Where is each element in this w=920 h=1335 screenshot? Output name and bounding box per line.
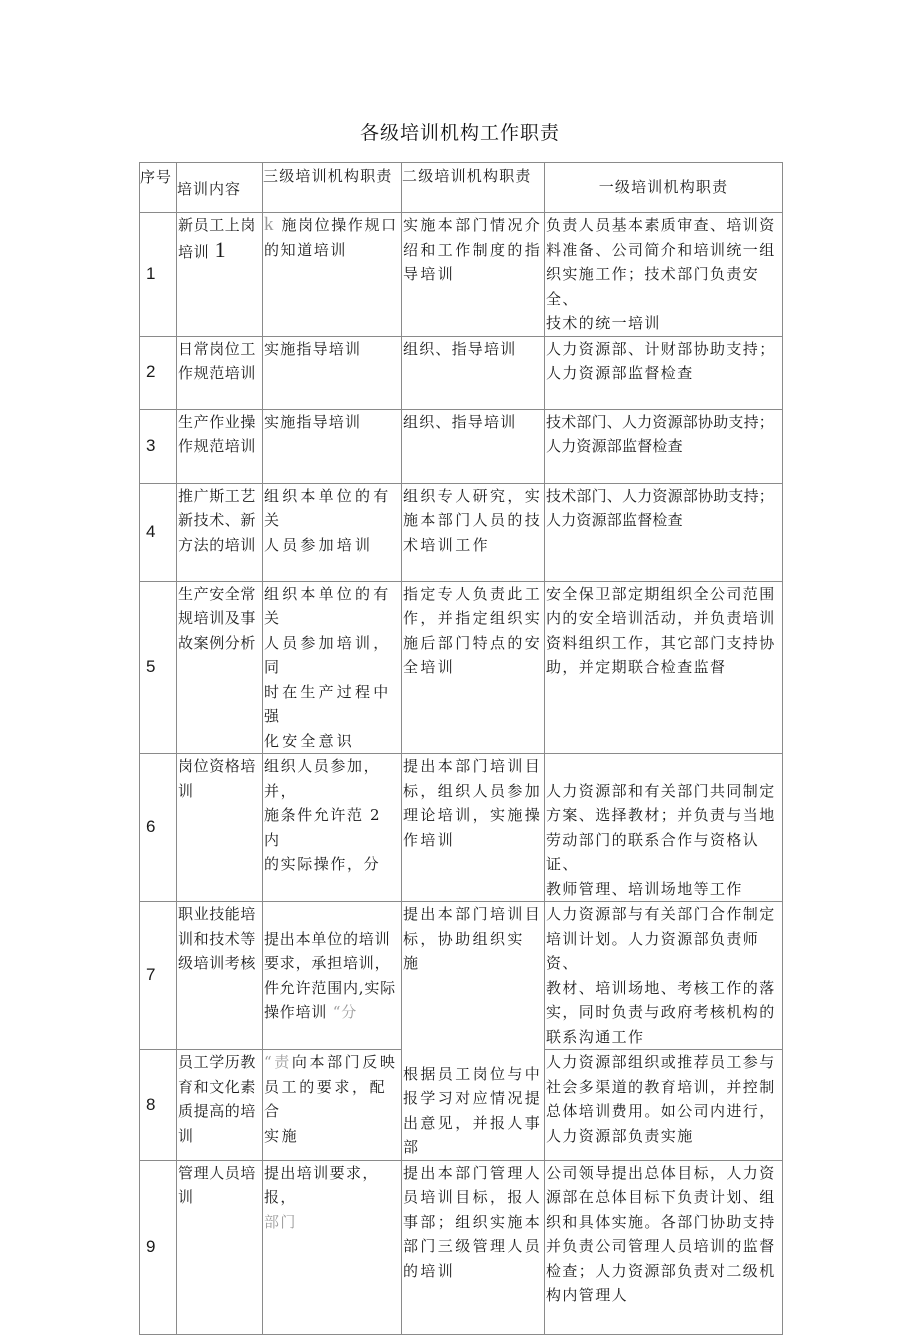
cell-level2 bbox=[402, 1160, 545, 1334]
level2-text: 组织专人研究，实 施本部门人员的技 术培训工作 bbox=[403, 486, 543, 554]
cell-level3 bbox=[263, 1160, 402, 1334]
cell-level2 bbox=[402, 336, 545, 409]
cell-level2 bbox=[402, 483, 545, 581]
cell-level1 bbox=[545, 581, 783, 754]
level3-text: 组织本单位的有关 人员参加培训，同 时在生产过程中强 化安全意识 bbox=[264, 584, 392, 750]
level1-text: 人力资源部、计财部协助支持； 人力资源部监督检查 bbox=[546, 339, 776, 382]
cell-level2 bbox=[402, 581, 545, 754]
table-header-row bbox=[140, 163, 783, 213]
cell-level1 bbox=[545, 902, 783, 1050]
content-text: 新员工上岗 培训 bbox=[178, 216, 257, 261]
row-number: 7 bbox=[140, 902, 177, 1050]
level3-text: 组织本单位的有关 人员参加培训 bbox=[264, 486, 392, 554]
cell-level3 bbox=[263, 483, 402, 581]
cell-level1 bbox=[545, 336, 783, 409]
table-row bbox=[140, 1160, 783, 1334]
table-row bbox=[140, 902, 783, 1050]
level1-text: 人力资源部与有关部门合作制定 培训计划。人力资源部负责师资、 教材、培训场地、考核工作的落 实，同时负责与政府考核机构的 联系沟通工作 bbox=[546, 905, 776, 1046]
cell-level1 bbox=[545, 483, 783, 581]
table-row bbox=[140, 581, 783, 754]
cell-level3 bbox=[263, 336, 402, 409]
header-level1 bbox=[545, 163, 783, 213]
level1-text: 公司领导提出总体目标，人力资 源部在总体目标下负责计划、组 织和具体实施。各部门协助支持 并负责公司管理人员培训的监督 检查；人力资源部负责对二级机 构内管理人 bbox=[546, 1163, 776, 1304]
level3-text: 实施指导培训 bbox=[264, 412, 362, 431]
cell-content bbox=[177, 1050, 263, 1161]
header-level1-label: 一级培训机构职责 bbox=[598, 178, 729, 196]
header-content-label: 培训内容 bbox=[177, 180, 242, 198]
row-number: 8 bbox=[140, 1050, 177, 1161]
level1-text: 技术部门、人力资源部协助支持； 人力资源部监督检查 bbox=[546, 412, 775, 455]
cell-content bbox=[177, 1160, 263, 1334]
cell-level2 bbox=[402, 409, 545, 483]
responsibility-table bbox=[139, 162, 783, 1335]
level3-text: 向本部门反映 员工的要求，配合 实施 bbox=[264, 1053, 398, 1145]
level3-faded-tail: “分 bbox=[332, 1003, 358, 1021]
cell-level2 bbox=[402, 213, 545, 337]
cell-level2 bbox=[402, 754, 545, 902]
table-row bbox=[140, 754, 783, 902]
cell-level2 bbox=[402, 1050, 545, 1161]
cell-content bbox=[177, 336, 263, 409]
cell-level1 bbox=[545, 1160, 783, 1334]
level1-text: 技术部门、人力资源部协助支持； 人力资源部监督检查 bbox=[546, 486, 775, 529]
cell-content bbox=[177, 902, 263, 1050]
level2-text: 根据员工岗位与中 报学习对应情况提 出意见，并报人事 部 bbox=[403, 1064, 543, 1156]
level2-text: 组织、指导培训 bbox=[403, 339, 517, 358]
level1-text: 安全保卫部定期组织全公司范围 内的安全培训活动，并负责培训 资料组织工作，其它部门支持协 助，并定期联合检查监督 bbox=[546, 584, 776, 676]
level3-faded-mark: k bbox=[264, 214, 276, 235]
row-number: 9 bbox=[140, 1160, 177, 1334]
row-number: 1 bbox=[140, 213, 177, 337]
level2-text: 提出本部门培训目 标，协助组织实 施 bbox=[403, 905, 543, 972]
cell-level3 bbox=[263, 581, 402, 754]
level2-text: 提出本部门管理人 员培训目标，报人 事部；组织实施本 部门三级管理人员 的培训 bbox=[403, 1163, 543, 1280]
table-row bbox=[140, 1050, 783, 1161]
level3-text: 提出本单位的培训 要求，承担培训， 件允许范围内,实际 操作培训 bbox=[264, 929, 396, 1021]
cell-level3 bbox=[263, 1050, 402, 1161]
level3-faded-mark: “责 bbox=[264, 1053, 292, 1071]
row-number: 5 bbox=[140, 581, 177, 754]
cell-level3 bbox=[263, 754, 402, 902]
cell-level3 bbox=[263, 409, 402, 483]
header-content bbox=[177, 163, 263, 213]
cell-level3 bbox=[263, 213, 402, 337]
level3-text: 施岗位操作规口 的知道培训 bbox=[264, 216, 398, 259]
cell-content bbox=[177, 213, 263, 337]
table-row bbox=[140, 409, 783, 483]
content-text: 岗位资格培 训 bbox=[178, 757, 257, 800]
level1-text: 负责人员基本素质审查、培训资 料准备、公司简介和培训统一组 织实施工作；技术部门负责安全、 技术的统一培训 bbox=[546, 216, 776, 332]
table-row bbox=[140, 483, 783, 581]
content-mark: 1 bbox=[214, 236, 227, 262]
level3-text: 实施指导培训 bbox=[264, 339, 362, 358]
row-number: 3 bbox=[140, 409, 177, 483]
cell-level1 bbox=[545, 213, 783, 337]
level3-faded-tail: 部门 bbox=[264, 1212, 297, 1231]
level3-text: 提出培训要求，报， bbox=[264, 1163, 379, 1206]
level2-text: 指定专人负责此工 作，并指定组织实 施后部门特点的安 全培训 bbox=[403, 584, 543, 676]
content-text: 生产安全常 规培训及事 故案例分析 bbox=[178, 584, 257, 652]
header-no-label: 序号 bbox=[140, 168, 173, 186]
level2-text: 实施本部门情况介 绍和工作制度的指 导培训 bbox=[403, 216, 543, 283]
row-number: 4 bbox=[140, 483, 177, 581]
cell-level3 bbox=[263, 902, 402, 1050]
level3-text: 组织人员参加，并， 施条件允许范 2 内 的实际操作，分 bbox=[264, 757, 382, 873]
cell-content bbox=[177, 409, 263, 483]
document-title: 各级培训机构工作职责 bbox=[359, 122, 560, 144]
content-text: 生产作业操 作规范培训 bbox=[178, 412, 257, 455]
cell-level1 bbox=[545, 409, 783, 483]
content-text: 日常岗位工 作规范培训 bbox=[178, 339, 257, 382]
row-number: 6 bbox=[140, 754, 177, 902]
header-no bbox=[140, 163, 177, 213]
level1-text: 人力资源部组织或推荐员工参与 社会多渠道的教育培训，并控制 总体培训费用。如公司内进行， 人力资源部负责实施 bbox=[546, 1053, 776, 1145]
cell-content bbox=[177, 754, 263, 902]
header-level3 bbox=[263, 163, 402, 213]
cell-content bbox=[177, 483, 263, 581]
content-text: 推广斯工艺 新技术、新 方法的培训 bbox=[178, 486, 257, 554]
level1-text: 人力资源部和有关部门共同制定 方案、选择教材；并负责与当地 劳动部门的联系合作与资格认证、 教师管理、培训场地等工作 bbox=[546, 781, 776, 898]
level2-text: 组织、指导培训 bbox=[403, 412, 517, 431]
header-level3-label: 三级培训机构职责 bbox=[263, 167, 393, 185]
cell-level1 bbox=[545, 754, 783, 902]
header-level2 bbox=[402, 163, 545, 213]
content-text: 管理人员培 训 bbox=[178, 1163, 257, 1206]
header-level2-label: 二级培训机构职责 bbox=[402, 167, 532, 185]
content-text: 员工学历教 育和文化素 质提高的培 训 bbox=[178, 1053, 257, 1145]
cell-level1 bbox=[545, 1050, 783, 1161]
level2-text: 提出本部门培训目 标，组织人员参加 理论培训，实施操 作培训 bbox=[403, 757, 543, 849]
table-row bbox=[140, 213, 783, 337]
cell-level2 bbox=[402, 902, 545, 1050]
cell-content bbox=[177, 581, 263, 754]
content-text: 职业技能培 训和技术等 级培训考核 bbox=[178, 905, 257, 972]
table-row bbox=[140, 336, 783, 409]
row-number: 2 bbox=[140, 336, 177, 409]
